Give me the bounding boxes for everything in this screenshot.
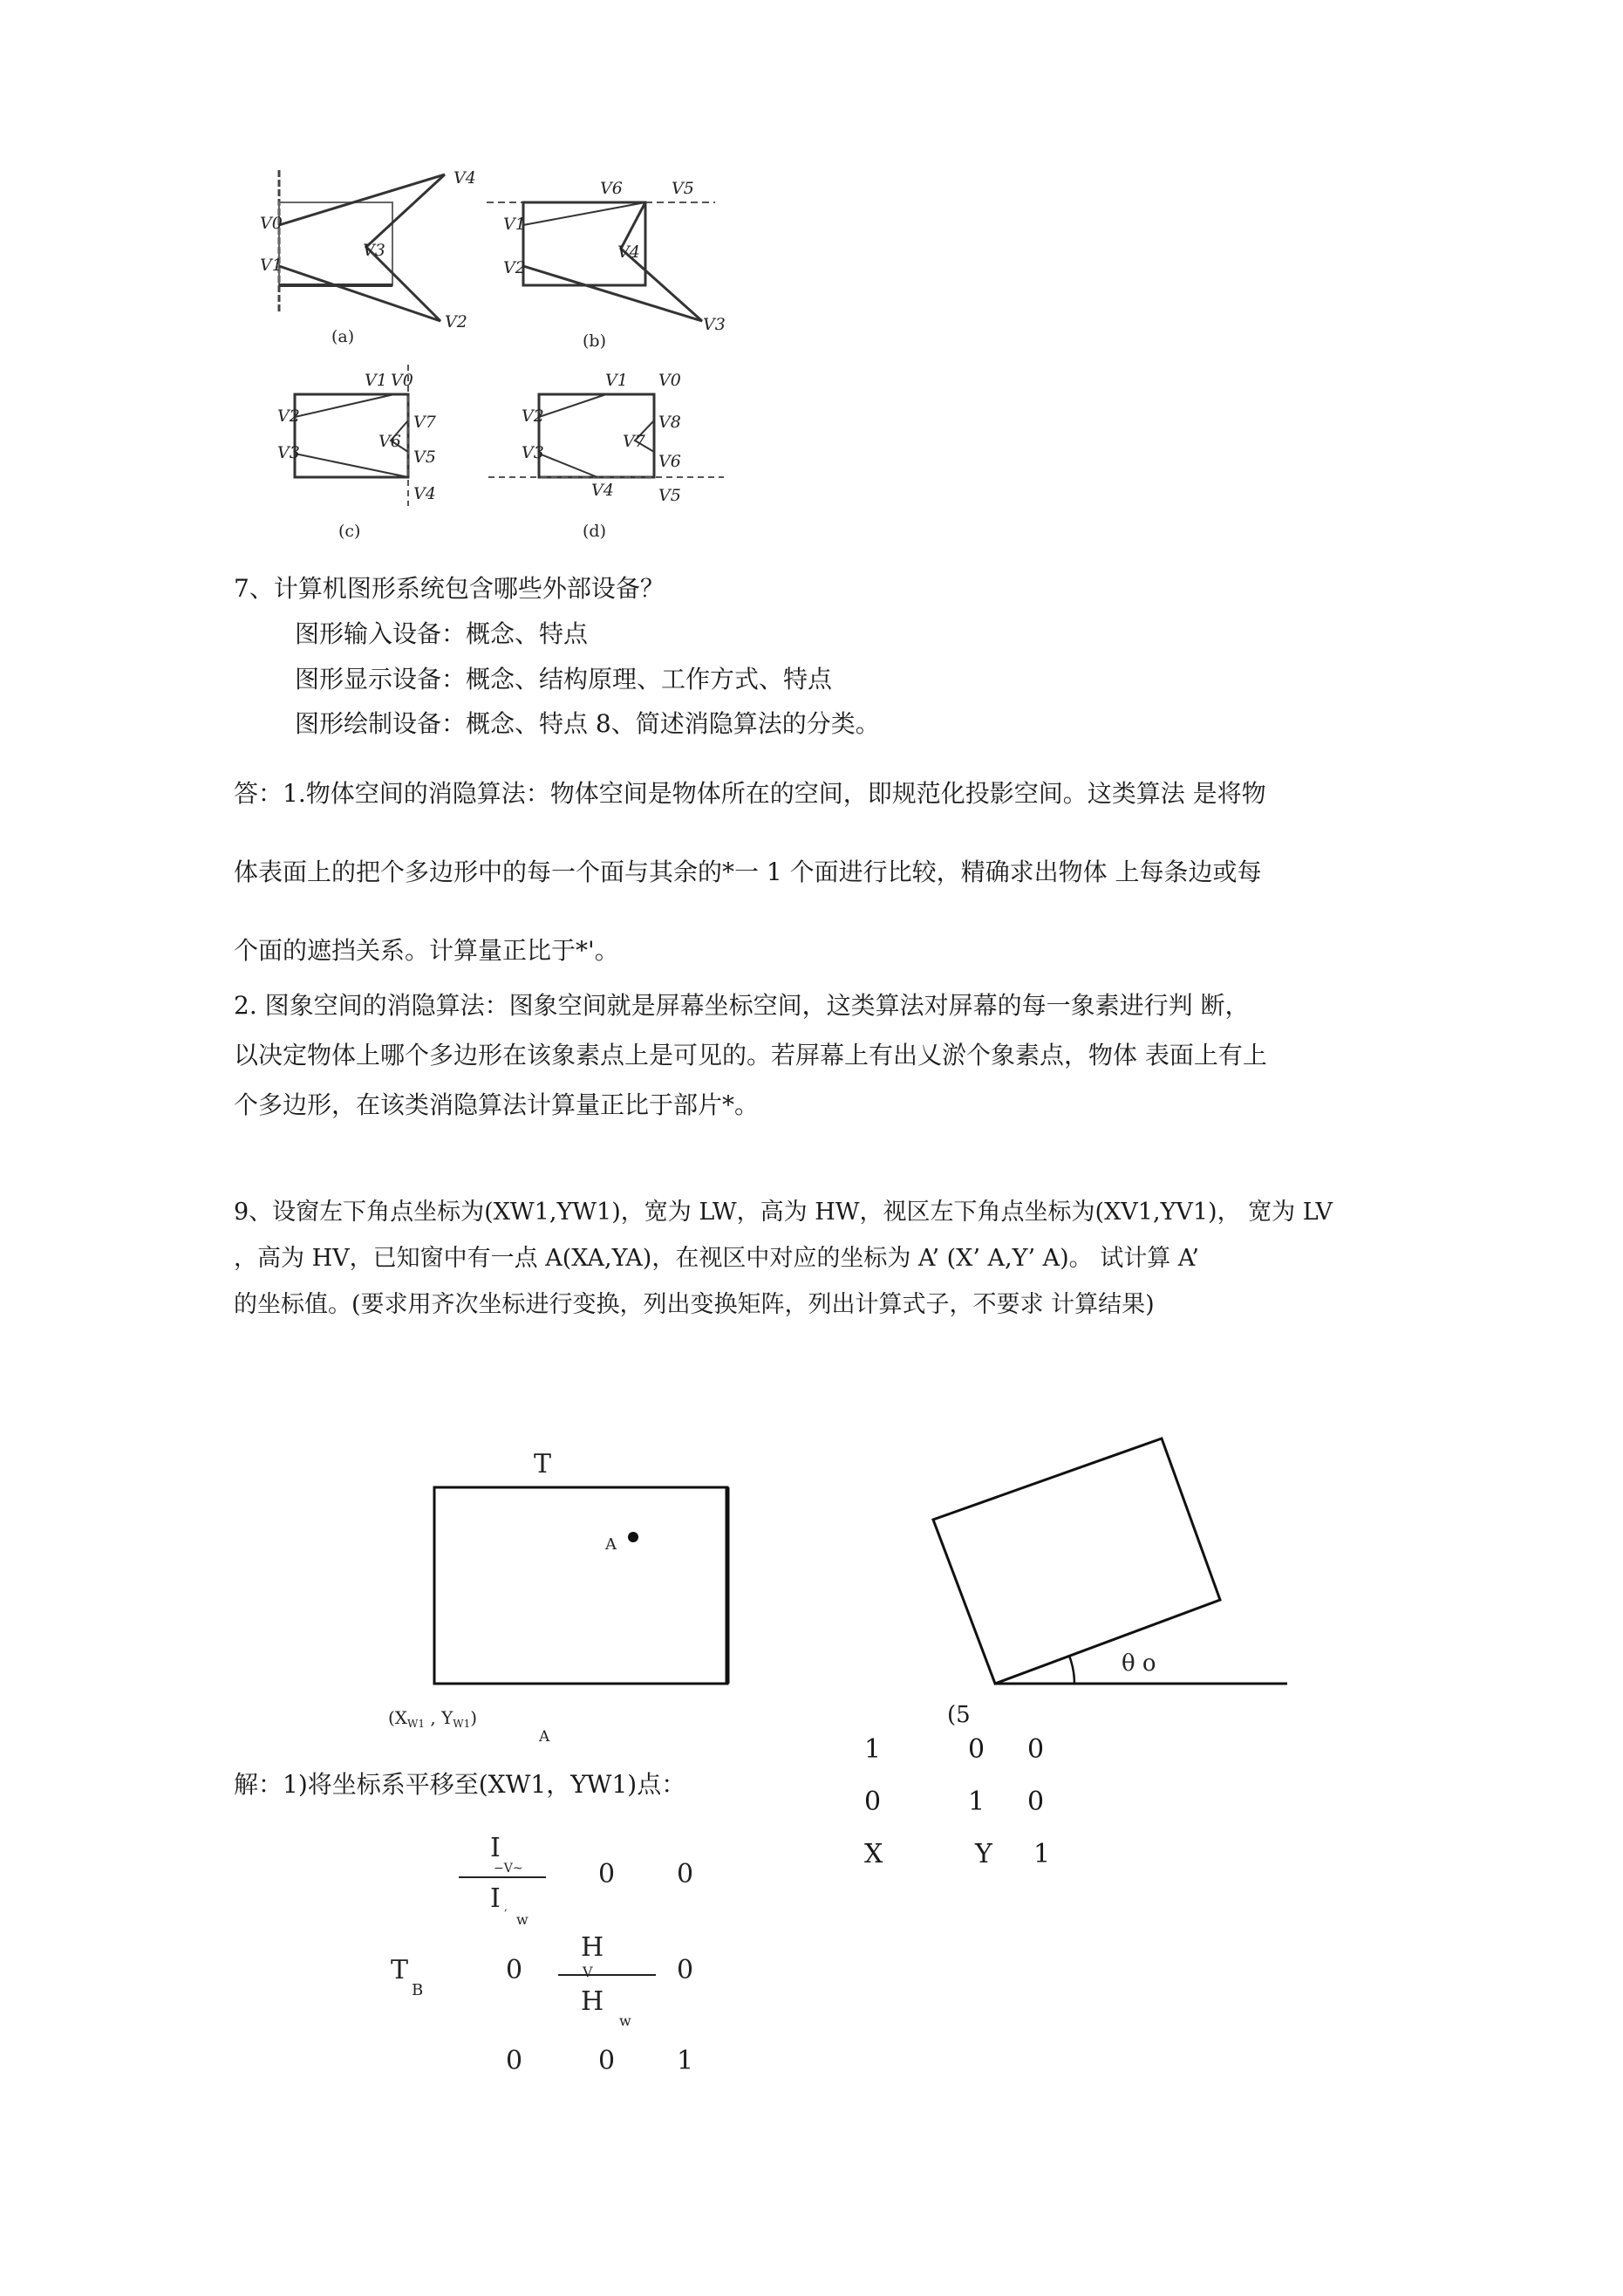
- rotated-figure: [0, 1422, 1623, 1719]
- rotated-caption: (5: [947, 1702, 971, 1728]
- solution-step-1: 解：1)将坐标系平移至(XW1，YW1)点：: [234, 1770, 686, 1799]
- q9-line-1: 9、设窗左下角点坐标为(XW1,YW1)，宽为 LW，高为 HW，视区左下角点坐标为(XV1,YV1)， 宽为 LV: [234, 1199, 1333, 1226]
- fig-b-label-0: V6: [600, 179, 623, 198]
- fig-a-label-1: V1: [260, 256, 283, 275]
- scale-r2-num: H: [581, 1932, 604, 1963]
- matrix-t-r2c3: 0: [1027, 1787, 1045, 1817]
- fig-a-label-4: V4: [453, 168, 476, 188]
- fig-c-label-7: V4: [413, 484, 436, 503]
- scale-r1-den-dot: ,: [504, 1901, 508, 1913]
- window-corner-label: ($X_{W1}$ , $Y_{W1}$): [388, 1707, 478, 1730]
- clipping-figures: [0, 0, 1623, 558]
- matrix-t-r3c2: Y: [975, 1839, 992, 1869]
- scale-r3-c3: 1: [677, 2046, 694, 2076]
- fig-b-caption: (b): [583, 331, 606, 351]
- figure-a: [279, 170, 445, 321]
- angle-label: θ o: [1122, 1650, 1156, 1677]
- fig-a-label-3: V3: [363, 241, 385, 260]
- matrix-t-r3c1: X: [864, 1839, 883, 1869]
- fig-c-label-5: V7: [413, 413, 436, 432]
- fig-d-label-4: V7: [623, 432, 645, 451]
- fig-c-label-2: V2: [277, 407, 300, 426]
- fig-c-label-6: V5: [413, 448, 436, 467]
- q8-answer-line-3: 个面的遮挡关系。计算量正比于*'。: [234, 936, 619, 965]
- scale-r2-label-sub: B: [412, 1981, 424, 1999]
- fig-b-label-5: V3: [703, 315, 726, 334]
- fig-b-label-1: V5: [672, 179, 694, 198]
- q7-item-1: 图形输入设备：概念、特点: [295, 619, 589, 648]
- fig-c-label-3: V3: [277, 443, 300, 462]
- fig-a-label-2: V2: [445, 312, 467, 331]
- scale-r1-den: I: [490, 1883, 501, 1914]
- scale-r3-c1: 0: [506, 2046, 523, 2076]
- fig-c-caption: (c): [338, 522, 361, 541]
- scale-r2-c1: 0: [506, 1955, 523, 1985]
- scale-r2-c3: 0: [677, 1955, 694, 1985]
- scale-r1-mid: −V~: [494, 1862, 523, 1876]
- fig-d-caption: (d): [583, 522, 606, 541]
- window-below-label: A: [539, 1728, 550, 1746]
- q9-line-3: 的坐标值。(要求用齐次坐标进行变换，列出变换矩阵，列出计算式子，不要求 计算结果): [234, 1291, 1155, 1318]
- scale-r1-num: I: [490, 1833, 501, 1863]
- q7-title: 7、计算机图形系统包含哪些外部设备？: [234, 574, 665, 603]
- scale-r1-sub: w: [516, 1911, 528, 1928]
- scale-r1-c3: 0: [677, 1859, 694, 1889]
- fig-a-label-0: V0: [260, 214, 283, 233]
- scale-r2-den: H: [581, 1986, 604, 2017]
- fig-c-label-0: V1: [365, 371, 387, 390]
- fig-b-label-3: V4: [617, 243, 640, 262]
- q7-item-3: 图形绘制设备：概念、特点 8、简述消隐算法的分类。: [295, 709, 880, 738]
- fig-d-label-6: V6: [658, 452, 681, 471]
- matrix-t-r1c3: 0: [1027, 1734, 1045, 1765]
- fig-b-label-4: V2: [503, 258, 526, 277]
- window-title: T: [534, 1449, 552, 1479]
- scale-r1-c2: 0: [598, 1859, 616, 1889]
- matrix-t-r2c1: 0: [864, 1787, 882, 1817]
- matrix-t-r2c2: 1: [968, 1787, 985, 1817]
- fig-d-label-1: V0: [658, 371, 681, 390]
- window-point-label: A: [605, 1535, 617, 1554]
- q8-p2-line-1: 2. 图象空间的消隐算法：图象空间就是屏幕坐标空间，这类算法对屏幕的每一象素进行判 断，: [234, 991, 1250, 1020]
- fig-c-label-1: V0: [391, 371, 413, 390]
- fig-c-label-4: V6: [378, 432, 401, 451]
- scale-r2-label: T: [391, 1955, 409, 1985]
- scale-matrix: [0, 1823, 1623, 2085]
- fig-d-label-3: V8: [658, 413, 681, 432]
- fig-d-label-8: V5: [658, 486, 681, 505]
- q8-answer-line-2: 体表面上的把个多边形中的每一个面与其余的*一 1 个面进行比较，精确求出物体 上每条边或每: [234, 858, 1262, 886]
- fig-d-label-2: V2: [522, 407, 544, 426]
- q8-p2-line-3: 个多边形，在该类消隐算法计算量正比于部片*。: [234, 1090, 760, 1119]
- fig-d-label-0: V1: [605, 371, 628, 390]
- matrix-t-r3c3: 1: [1033, 1839, 1051, 1869]
- q8-answer-line-1: 答：1.物体空间的消隐算法：物体空间是物体所在的空间，即规范化投影空间。这类算法 是将物: [234, 779, 1266, 808]
- q8-p2-line-2: 以决定物体上哪个多边形在该象素点上是可见的。若屏幕上有出乂淤个象素点，物体 表面上有上: [234, 1041, 1267, 1069]
- fig-b-label-2: V1: [503, 215, 526, 234]
- scale-r2-sub: w: [619, 2012, 631, 2029]
- q9-line-2: ，高为 HV，已知窗中有一点 A(XA,YA)，在视区中对应的坐标为 A’ (X’ A,Y’ A)。 试计算 A’: [234, 1245, 1199, 1272]
- fig-d-label-5: V3: [522, 443, 544, 462]
- matrix-t-r1c1: 1: [864, 1734, 882, 1765]
- fig-a-caption: (a): [331, 327, 355, 346]
- fig-d-label-7: V4: [591, 481, 614, 500]
- scale-r2-mid: V: [583, 1964, 593, 1980]
- matrix-t-r1c2: 0: [968, 1734, 985, 1765]
- q7-item-2: 图形显示设备：概念、结构原理、工作方式、特点: [295, 665, 833, 694]
- scale-r3-c2: 0: [598, 2046, 616, 2076]
